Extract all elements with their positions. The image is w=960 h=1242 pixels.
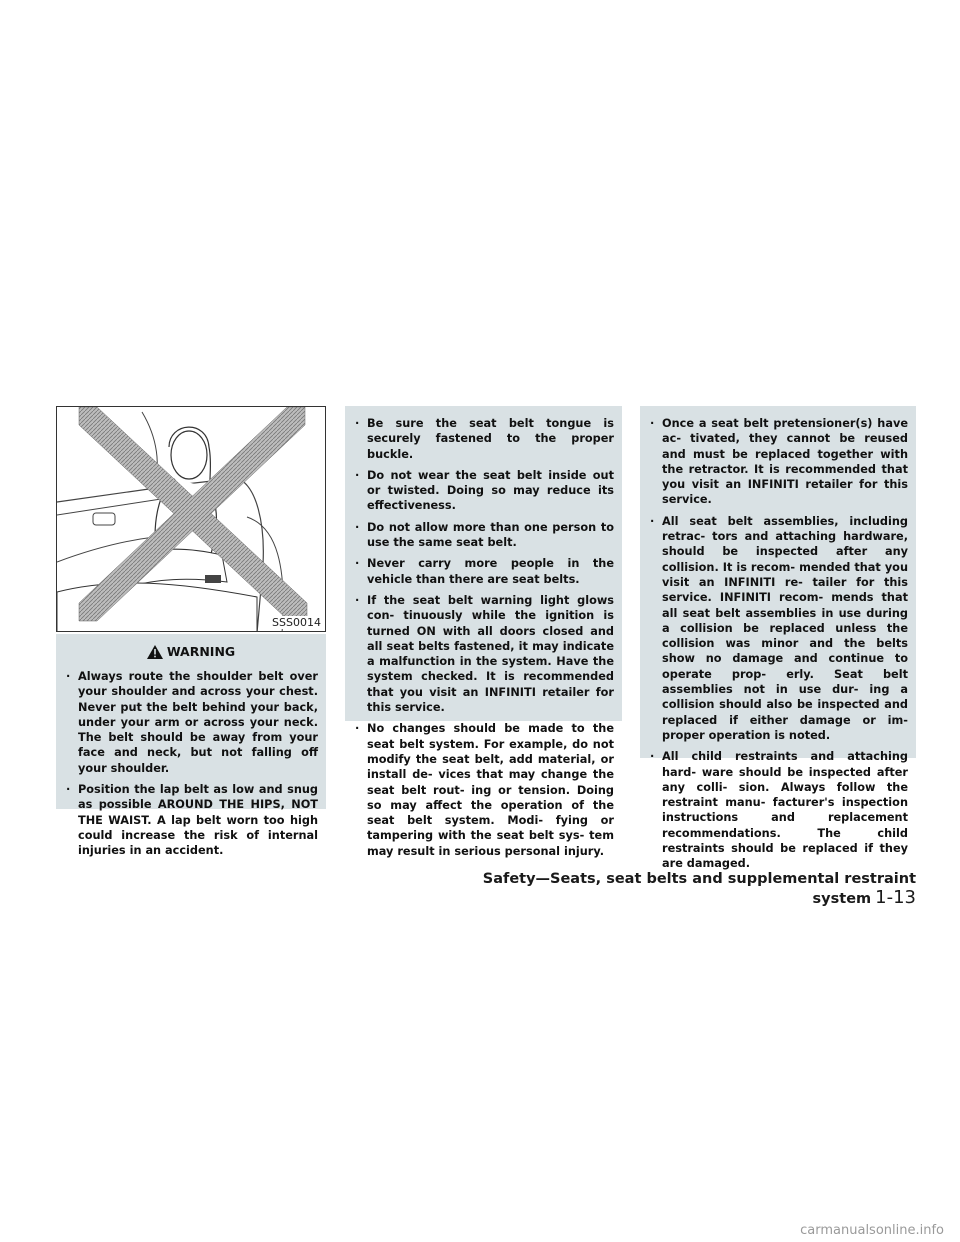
warning-item: · Always route the shoulder belt over your shoulder and across your chest. Never put the belt behind your back, under your arm or across your neck. The belt should be away from your face and neck, but not falling off your shoulder. <box>64 669 318 776</box>
warning-box-column-2 <box>345 406 622 858</box>
page-number: 1-13 <box>875 887 916 908</box>
page-footer <box>428 871 916 908</box>
warning-box-column-1 <box>56 634 326 858</box>
warning-item: · No changes should be made to the seat belt system. For example, do not modify the seat belt, add material, or install de- vices that may change the seat belt rout- ing or tension. Doing so may affect the operation of the seat belt system. Modi- fying or tampering with the seat belt sys- tem may result in serious personal injury. <box>353 721 614 859</box>
warning-item: · Be sure the seat belt tongue is securely fastened to the proper buckle. <box>353 416 614 462</box>
figure-code: SSS0014 <box>272 616 321 629</box>
warning-heading <box>64 644 318 659</box>
warning-item: · If the seat belt warning light glows con- tinuously while the ignition is turned ON with all doors closed and all seat belts fastened, it may indicate a malfunction in the system. Have the system checked. It is recommended that you visit an INFINITI retailer for this service. <box>353 593 614 715</box>
incorrect-seatbelt-drawing <box>57 407 326 632</box>
warning-item: · All seat belt assemblies, including retrac- tors and attaching hardware, should be inspected after any collision. It is recom- mended that you visit an INFINITI re- tailer for this service. INFINITI recom- mends that all seat belt assemblies in use during a collision be replaced unless the collision was minor and the belts show no damage and continue to operate prop- erly. Seat belt assemblies not in use dur- ing a collision should also be inspected and replaced if either damage or im- proper operation is noted. <box>648 514 908 743</box>
watermark: carmanualsonline.info <box>800 1223 944 1238</box>
warning-item: · Never carry more people in the vehicle than there are seat belts. <box>353 556 614 587</box>
warning-item: · Do not allow more than one person to use the same seat belt. <box>353 520 614 551</box>
warning-box-column-3 <box>640 406 916 871</box>
section-title: Safety—Seats, seat belts and supplemental restraint system <box>482 871 916 907</box>
warning-title: WARNING <box>166 644 236 659</box>
warning-item: · All child restraints and attaching hard- ware should be inspected after any colli- sion. Always follow the restraint manu- facturer's inspection instructions and replacement recommendations. The child restraints should be replaced if they are damaged. <box>648 749 908 871</box>
seatbelt-illustration <box>56 406 326 632</box>
warning-item: · Do not wear the seat belt inside out or twisted. Doing so may reduce its effectiveness. <box>353 468 614 514</box>
warning-item: · Position the lap belt as low and snug as possible AROUND THE HIPS, NOT THE WAIST. A lap belt worn too high could increase the risk of internal injuries in an accident. <box>64 782 318 858</box>
warning-triangle-icon <box>147 645 163 659</box>
warning-item: · Once a seat belt pretensioner(s) have ac- tivated, they cannot be reused and must be replaced together with the retractor. It is recommended that you visit an INFINITI retailer for this service. <box>648 416 908 508</box>
